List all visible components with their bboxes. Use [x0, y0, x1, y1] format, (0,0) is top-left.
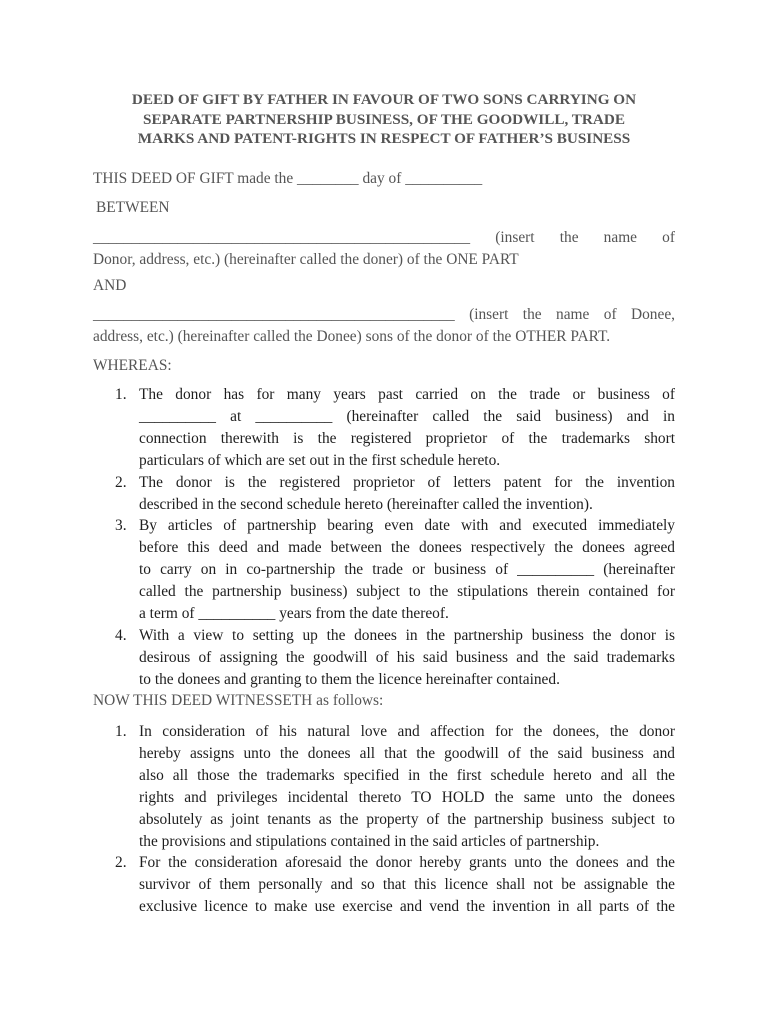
list-line: hereby assigns unto the donees all that the goodwill of the said business and	[139, 744, 675, 762]
donor-line: _________________________________________________ (insert the name of	[93, 229, 675, 246]
list-number: 1.	[115, 386, 127, 403]
list-number: 2.	[115, 473, 127, 491]
title-line: DEED OF GIFT BY FATHER IN FAVOUR OF TWO SONS CARRYING ON	[131, 91, 637, 108]
list-line: before this deed and made between the donees respectively the donees agreed	[139, 539, 675, 557]
witnesseth-text: NOW THIS DEED WITNESSETH as follows:	[93, 692, 384, 709]
list-line: to carry on in co-partnership the trade or business of __________ (hereinafter	[139, 561, 675, 579]
list-item	[93, 472, 675, 516]
list-line: In consideration of his natural love and affection for the donees, the donor	[139, 723, 675, 740]
list-line: also all those the trademarks specified in the first schedule hereto and all the	[139, 766, 675, 784]
list-line: to the donees and granting to them the licence hereinafter contained.	[139, 670, 560, 688]
witnesseth-heading	[93, 690, 675, 712]
donor-paragraph	[93, 227, 675, 270]
and-text: AND	[93, 277, 127, 294]
list-number: 4.	[115, 626, 127, 644]
donor-line: Donor, address, etc.) (hereinafter called the doner) of the ONE PART	[93, 250, 519, 268]
list-line: a term of __________ years from the date thereof.	[139, 605, 449, 623]
list-line: By articles of partnership bearing even date with and executed immediately	[139, 517, 675, 535]
donee-line: _______________________________________________ (insert the name of Donee,	[93, 306, 675, 323]
donee-paragraph	[93, 304, 675, 347]
list-line: survivor of them personally and so that this licence shall not be assignable the	[139, 876, 675, 894]
list-line: The donor is the registered proprietor of letters patent for the invention	[139, 473, 675, 491]
list-line: particulars of which are set out in the first schedule hereto.	[139, 451, 501, 469]
list-item	[93, 625, 675, 691]
list-line: For the consideration aforesaid the donor hereby grants unto the donees and the	[139, 854, 675, 872]
list-line: __________ at __________ (hereinafter called the said business) and in	[139, 407, 675, 425]
list-line: The donor has for many years past carried on the trade or business of	[139, 386, 675, 403]
list-line: connection therewith is the registered proprietor of the trademarks short	[139, 429, 675, 447]
list-item	[93, 852, 675, 918]
whereas-heading	[93, 355, 675, 377]
operative-list	[93, 721, 675, 918]
recitals-list	[93, 384, 675, 691]
made-line-text: THIS DEED OF GIFT made the ________ day of __________	[93, 170, 483, 187]
list-number: 3.	[115, 517, 127, 535]
document-title	[93, 90, 675, 149]
list-item	[93, 721, 675, 852]
list-line: rights and privileges incidental thereto TO HOLD the same unto the donees	[139, 788, 675, 806]
and-heading	[93, 275, 675, 297]
list-item	[93, 515, 675, 625]
list-line: desirous of assigning the goodwill of his said business and the said trademarks	[139, 648, 675, 666]
list-line: called the partnership business) subject to the stipulations therein contained for	[139, 583, 675, 601]
list-line: the provisions and stipulations contained in the said articles of partnership.	[139, 832, 600, 850]
between-text: BETWEEN	[96, 199, 170, 216]
made-line	[93, 168, 675, 190]
list-line: described in the second schedule hereto (hereinafter called the invention).	[139, 495, 593, 513]
title-line: MARKS AND PATENT-RIGHTS IN RESPECT OF FATHER’S BUSINESS	[137, 130, 631, 147]
list-line: With a view to setting up the donees in the partnership business the donor is	[139, 626, 675, 644]
whereas-text: WHEREAS:	[93, 357, 172, 374]
list-item	[93, 384, 675, 472]
donee-line: address, etc.) (hereinafter called the Donee) sons of the donor of the OTHER PART.	[93, 327, 611, 345]
list-number: 2.	[115, 854, 127, 872]
list-line: absolutely as joint tenants as the property of the partnership business subject to	[139, 810, 675, 828]
between-heading	[96, 197, 678, 219]
list-line: exclusive licence to make use exercise and vend the invention in all parts of the	[139, 898, 675, 916]
list-number: 1.	[115, 723, 127, 740]
title-line: SEPARATE PARTNERSHIP BUSINESS, OF THE GOODWILL, TRADE	[143, 110, 625, 128]
